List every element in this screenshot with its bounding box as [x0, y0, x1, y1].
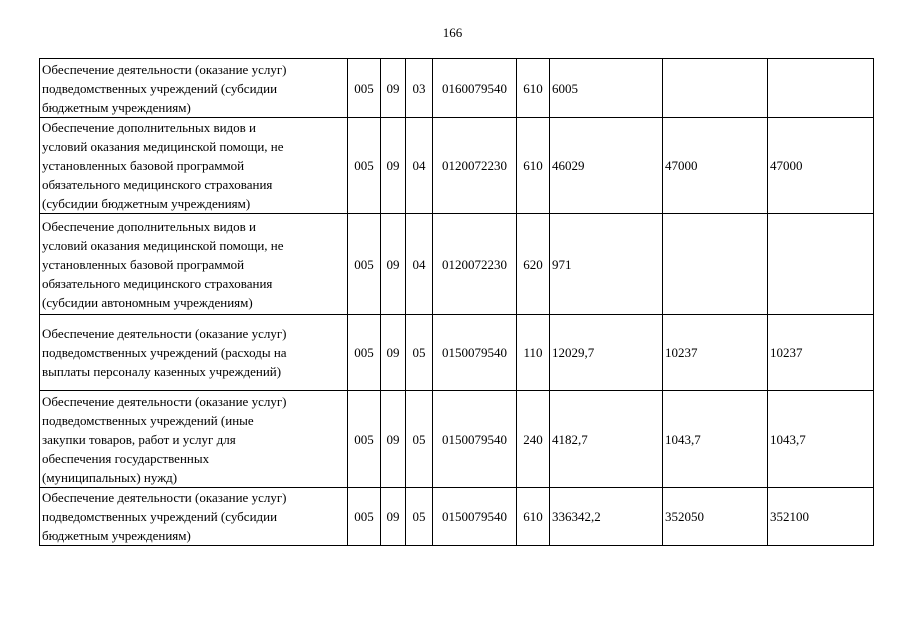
description-line: обязательного медицинского страхования: [42, 177, 273, 192]
description-line: подведомственных учреждений (расходы на: [42, 345, 287, 360]
table-row: [40, 118, 874, 214]
description-line: Обеспечение дополнительных видов и: [42, 120, 257, 135]
amount-year-2: 10237: [663, 315, 768, 391]
amount-year-3: [768, 214, 874, 315]
description-line: закупки товаров, работ и услуг для: [42, 431, 236, 447]
target-article-code: 0150079540: [433, 488, 517, 546]
subsection-code: 05: [406, 391, 433, 488]
description-line: обеспечения государственных: [42, 450, 210, 466]
description-line: условий оказания медицинской помощи, не: [42, 237, 284, 253]
section-code: 09: [381, 118, 406, 214]
expense-type-code: 610: [517, 488, 550, 546]
description-line: (муниципальных) нужд): [42, 469, 178, 485]
description-line: условий оказания медицинской помощи, не: [42, 139, 284, 154]
amount-year-2: [663, 59, 768, 118]
target-article-code: 0150079540: [433, 315, 517, 391]
section-code: 09: [381, 391, 406, 488]
expense-description: [40, 214, 348, 315]
amount-year-1: 12029,7: [550, 315, 663, 391]
table-row: [40, 315, 874, 391]
description-line: (субсидии автономным учреждениям): [42, 294, 253, 310]
subsection-code: 05: [406, 315, 433, 391]
amount-year-2: 1043,7: [663, 391, 768, 488]
table-row: [40, 214, 874, 315]
expense-type-code: 620: [517, 214, 550, 315]
subsection-code: 04: [406, 118, 433, 214]
amount-year-1: 46029: [550, 118, 663, 214]
description-line: установленных базовой программой: [42, 158, 245, 173]
target-article-code: 0150079540: [433, 391, 517, 488]
description-line: Обеспечение деятельности (оказание услуг): [42, 393, 287, 409]
description-line: Обеспечение дополнительных видов и: [42, 218, 257, 234]
amount-year-1: 971: [550, 214, 663, 315]
ministry-code: 005: [348, 118, 381, 214]
table-row: [40, 391, 874, 488]
expense-type-code: 610: [517, 59, 550, 118]
description-line: Обеспечение деятельности (оказание услуг): [42, 61, 287, 77]
amount-year-1: 6005: [550, 59, 663, 118]
section-code: 09: [381, 59, 406, 118]
amount-year-2: 352050: [663, 488, 768, 546]
section-code: 09: [381, 315, 406, 391]
expense-description: [40, 59, 348, 118]
description-line: обязательного медицинского страхования: [42, 275, 273, 291]
expense-type-code: 110: [517, 315, 550, 391]
section-code: 09: [381, 214, 406, 315]
description-line: бюджетным учреждениям): [42, 99, 191, 115]
subsection-code: 03: [406, 59, 433, 118]
target-article-code: 0120072230: [433, 214, 517, 315]
ministry-code: 005: [348, 59, 381, 118]
description-line: Обеспечение деятельности (оказание услуг): [42, 326, 287, 341]
target-article-code: 0160079540: [433, 59, 517, 118]
description-line: (субсидии бюджетным учреждениям): [42, 196, 251, 211]
description-line: Обеспечение деятельности (оказание услуг): [42, 490, 287, 505]
description-line: подведомственных учреждений (субсидии: [42, 80, 278, 96]
target-article-code: 0120072230: [433, 118, 517, 214]
amount-year-3: 1043,7: [768, 391, 874, 488]
amount-year-3: 10237: [768, 315, 874, 391]
amount-year-2: 47000: [663, 118, 768, 214]
amount-year-3: [768, 59, 874, 118]
amount-year-1: 4182,7: [550, 391, 663, 488]
description-line: бюджетным учреждениям): [42, 528, 191, 543]
description-line: подведомственных учреждений (субсидии: [42, 509, 278, 524]
amount-year-3: 352100: [768, 488, 874, 546]
amount-year-1: 336342,2: [550, 488, 663, 546]
ministry-code: 005: [348, 315, 381, 391]
table-row: [40, 59, 874, 118]
description-line: выплаты персоналу казенных учреждений): [42, 364, 282, 379]
expense-description: [40, 488, 348, 546]
ministry-code: 005: [348, 488, 381, 546]
ministry-code: 005: [348, 391, 381, 488]
table-row: [40, 488, 874, 546]
subsection-code: 04: [406, 214, 433, 315]
ministry-code: 005: [348, 214, 381, 315]
section-code: 09: [381, 488, 406, 546]
expense-description: [40, 315, 348, 391]
subsection-code: 05: [406, 488, 433, 546]
amount-year-2: [663, 214, 768, 315]
description-line: установленных базовой программой: [42, 256, 245, 272]
page-number: 166: [442, 25, 463, 40]
amount-year-3: 47000: [768, 118, 874, 214]
description-line: подведомственных учреждений (иные: [42, 412, 254, 428]
expense-description: [40, 118, 348, 214]
expense-type-code: 610: [517, 118, 550, 214]
budget-table: [39, 58, 874, 546]
expense-description: [40, 391, 348, 488]
expense-type-code: 240: [517, 391, 550, 488]
